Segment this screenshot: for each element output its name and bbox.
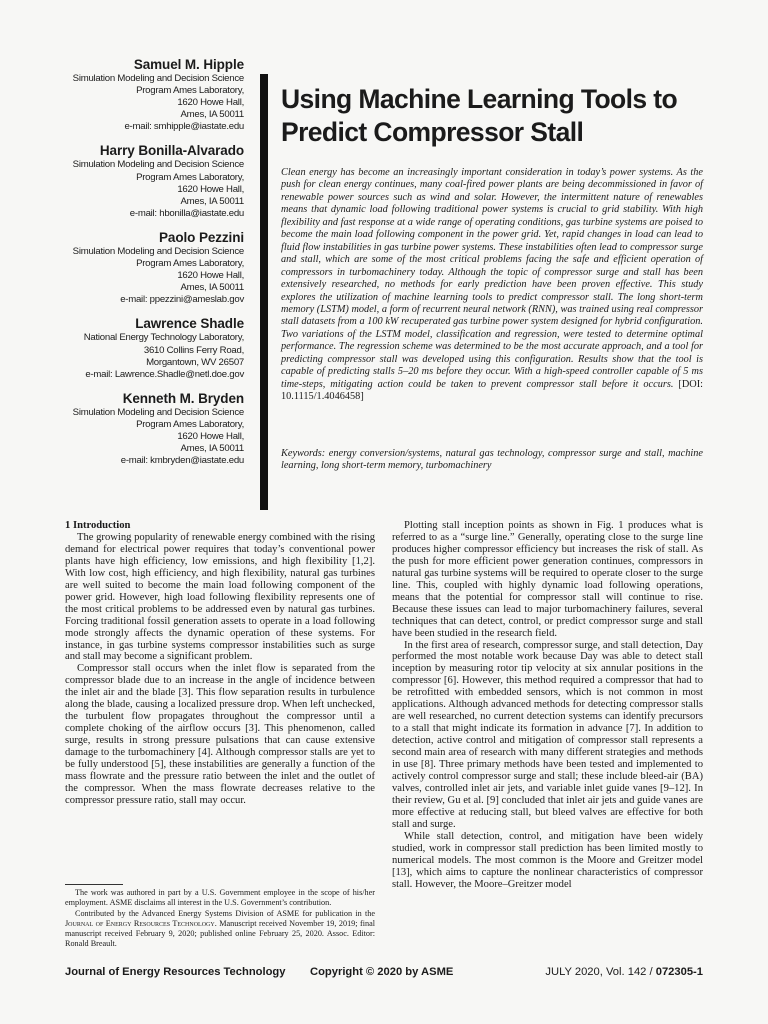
- body-paragraph: The growing popularity of renewable energy combined with the rising demand for electrical power requires that today’s conventional power plants have high efficiency, low emissions, and high flexibility [1,2]. With low cost, high efficiency, and high flexibility, natural gas turbines are well suited to become the main load following component of the power grid. However, high load following flexibility represents one of the most critical problems to be addressed even by natural gas turbines. Forcing traditional fossil generation assets to operate in a load following mode strongly affects the dynamic operation of these systems. For instance, in gas turbine systems compressor instabilities such as surge and stall may become a significant problem.: [65, 531, 375, 663]
- author-affiliation: National Energy Technology Laboratory,: [83, 332, 244, 344]
- author-address: 1620 Howe Hall,: [177, 270, 244, 282]
- footer-issue: [545, 966, 703, 978]
- left-column: [65, 520, 375, 807]
- footnotes: [65, 888, 375, 950]
- author-block: [40, 56, 244, 133]
- author-affiliation: Simulation Modeling and Decision Science: [72, 73, 244, 84]
- author-block: [40, 315, 244, 380]
- paper-title: [281, 83, 721, 149]
- body-paragraph: Plotting stall inception points as shown in Fig. 1 produces what is referred to as a “surge line.” Generally, operating close to the surge line produces higher compressor efficiency but increases the risk of stall. As the push for more efficient power generation continues, compressors in natural gas turbine systems will be required to operate closer to the surge line. This, coupled with highly dynamic load following operations, means that the potential for compressor stall will continue to rise. Because these issues can lead to major turbomachinery failures, several techniques that can detect, control, or predict compressor surge and stall have been studied in the research field.: [392, 520, 703, 639]
- vertical-divider-bar: [260, 74, 268, 510]
- footnote-submission: [65, 909, 375, 950]
- author-address: 1620 Howe Hall,: [177, 430, 244, 442]
- footer-page-id: 072305-1: [655, 966, 703, 978]
- body-paragraph: Compressor stall occurs when the inlet flow is separated from the compressor blade due to an increase in the angle of incidence between the inlet air and the blade [3]. This flow separation results in turbulence along the blade, causing a localized pressure drop. When left unchecked, the turbulent flow propagates throughout the compressor until a complete choking of the airflow occurs [3]. This phenomenon, called surge, results in strong pressure pulsations that can cause extensive damage to the turbomachinery [4]. Although compressor stalls are yet to be fully understood [5], these instabilities are generally a function of the mass flowrate and the pressure ratio between the inlet and the outlet of the compressor. When the mass flowrate decreases relative to the compressor pressure ratio, stall may occur.: [65, 663, 375, 806]
- footnote-journal-name: Journal of Energy Resources Technology: [65, 918, 215, 928]
- author-list: [40, 56, 244, 476]
- author-name: Samuel M. Hipple: [133, 57, 244, 72]
- footer-volume: JULY 2020, Vol. 142 /: [545, 966, 653, 978]
- author-block: [40, 229, 244, 306]
- title-line: Using Machine Learning Tools to: [281, 84, 678, 114]
- author-email: e-mail: ppezzini@ameslab.gov: [120, 294, 244, 306]
- author-name: Lawrence Shadle: [135, 316, 244, 332]
- author-address: 3610 Collins Ferry Road,: [143, 344, 244, 356]
- footnote-text: Contributed by the Advanced Energy Systems Division of ASME for publication in the: [75, 908, 375, 918]
- doi-text: [DOI: 10.1115/1.4046458]: [281, 378, 703, 403]
- author-address: 1620 Howe Hall,: [177, 97, 244, 109]
- author-email: e-mail: hbonilla@iastate.edu: [129, 207, 244, 219]
- author-affiliation: Simulation Modeling and Decision Science: [72, 159, 244, 171]
- author-name: Harry Bonilla-Alvarado: [99, 143, 244, 159]
- footer-journal: Journal of Energy Resources Technology: [65, 966, 286, 978]
- footnote-government: The work was authored in part by a U.S. Government employee in the scope of his/her employment. ASME disclaims all interest in the U.S. Government’s contribution.: [65, 888, 375, 908]
- author-address: Ames, IA 50011: [180, 443, 244, 455]
- author-affiliation: Simulation Modeling and Decision Science: [72, 245, 244, 257]
- body-paragraph: While stall detection, control, and mitigation have been widely studied, work in compressor stall prediction has been limited mostly to numerical models. The most common is the Moore and Greitzer model [13], which aims to capture the nonlinear characteristics of compressor stall. However, the Moore–Greitzer model: [392, 830, 703, 890]
- section-heading: 1 Introduction: [65, 520, 131, 531]
- author-affiliation: Program Ames Laboratory,: [136, 418, 244, 430]
- author-affiliation: Program Ames Laboratory,: [136, 258, 244, 270]
- title-line: Predict Compressor Stall: [281, 117, 584, 147]
- author-affiliation: Program Ames Laboratory,: [136, 171, 244, 183]
- author-address: 1620 Howe Hall,: [177, 183, 244, 195]
- footer-copyright: Copyright © 2020 by ASME: [310, 966, 454, 978]
- author-block: [40, 390, 244, 467]
- author-address: Ames, IA 50011: [180, 282, 244, 294]
- right-column: [392, 520, 703, 891]
- author-name: Kenneth M. Bryden: [122, 390, 244, 406]
- author-address: Ames, IA 50011: [180, 195, 244, 207]
- author-affiliation: Program Ames Laboratory,: [136, 85, 244, 97]
- page-footer: [65, 966, 703, 980]
- abstract: [281, 167, 703, 404]
- body-paragraph: In the first area of research, compressor surge, and stall detection, Day performed the most notable work because Day was able to detect stall inception by measuring rotor tip velocity at six annular positions in the compressor [6]. However, this method required a compressor that had to be retrofitted with embedded sensors, which is not common in most applications. Although advanced methods for detecting compressor stalls are well researched, no current detection systems can identify precursors to a stall that might indicate its formation in advance [7]. In addition to detection, active control and mitigation of compressor stall represents a second main area of research with many different strategies and methods in use [8]. Three primary methods have been tested and implemented to actively control compressor surge and stall; these include bleed-air (BA) valves, controlled inlet air jets, and variable inlet guide vanes [9–12]. In their review, Gu et al. [9] concluded that inlet air jets and guide vanes are more effective at reducing stall, but bleed valves are effective for both stall and surge.: [392, 639, 703, 830]
- footnote-text: . Manuscript received November 19, 2019; final manuscript received February 9, 2020; published online February 25, 2020. Assoc. Editor: Ronald Breault.: [65, 918, 375, 949]
- abstract-text: Clean energy has become an increasingly important consideration in today’s power systems. As the push for clean energy continues, many coal-fired power plants are being decommissioned in favor of renewable power sources such as wind and solar. However, the intermittent nature of renewables means that dynamic load following traditional power systems is crucial to grid stability. With high flexibility and fast response at a wide range of operating conditions, gas turbine systems are poised to become the main load following component in the power grid. Yet, rapid changes in load can lead to fluid flow instabilities in gas turbine power systems. These instabilities often lead to compressor surge and stall, which are some of the most critical problems facing the safe and efficient operation of compressors in turbomachinery today. Although the topic of compressor surge and stall has been extensively researched, no methods for early prediction have been proven effective. This study explores the utilization of machine learning tools to predict compressor stall. The long short-term memory (LSTM) model, a form of recurrent neural network (RNN), was trained using real compressor stall datasets from a 100 kW recuperated gas turbine power system designed for hybrid configuration. Two variations of the LSTM model, classification and regression, were tested to determine optimal performance. The regression scheme was determined to be the most accurate approach, and a tool for predicting compressor stall was developed using this configuration. Results show that the tool is capable of predicting stalls 5–20 ms before they occur. With a high-speed controller capable of 5 ms time-steps, mitigating action could be taken to prevent compressor stall before it occurs.: [281, 167, 703, 390]
- footnote-divider: [65, 884, 123, 885]
- author-block: [40, 142, 244, 219]
- author-address: Morgantown, WV 26507: [146, 356, 244, 368]
- author-address: Ames, IA 50011: [180, 109, 244, 121]
- author-email: e-mail: smhipple@iastate.edu: [124, 121, 244, 133]
- keywords: Keywords: energy conversion/systems, natural gas technology, compressor surge and stall, machine learning, long short-term memory, turbomachinery: [281, 448, 703, 472]
- author-email: e-mail: kmbryden@iastate.edu: [120, 455, 244, 467]
- author-email: e-mail: Lawrence.Shadle@netl.doe.gov: [85, 368, 244, 380]
- author-name: Paolo Pezzini: [159, 229, 244, 245]
- author-affiliation: Simulation Modeling and Decision Science: [72, 406, 244, 418]
